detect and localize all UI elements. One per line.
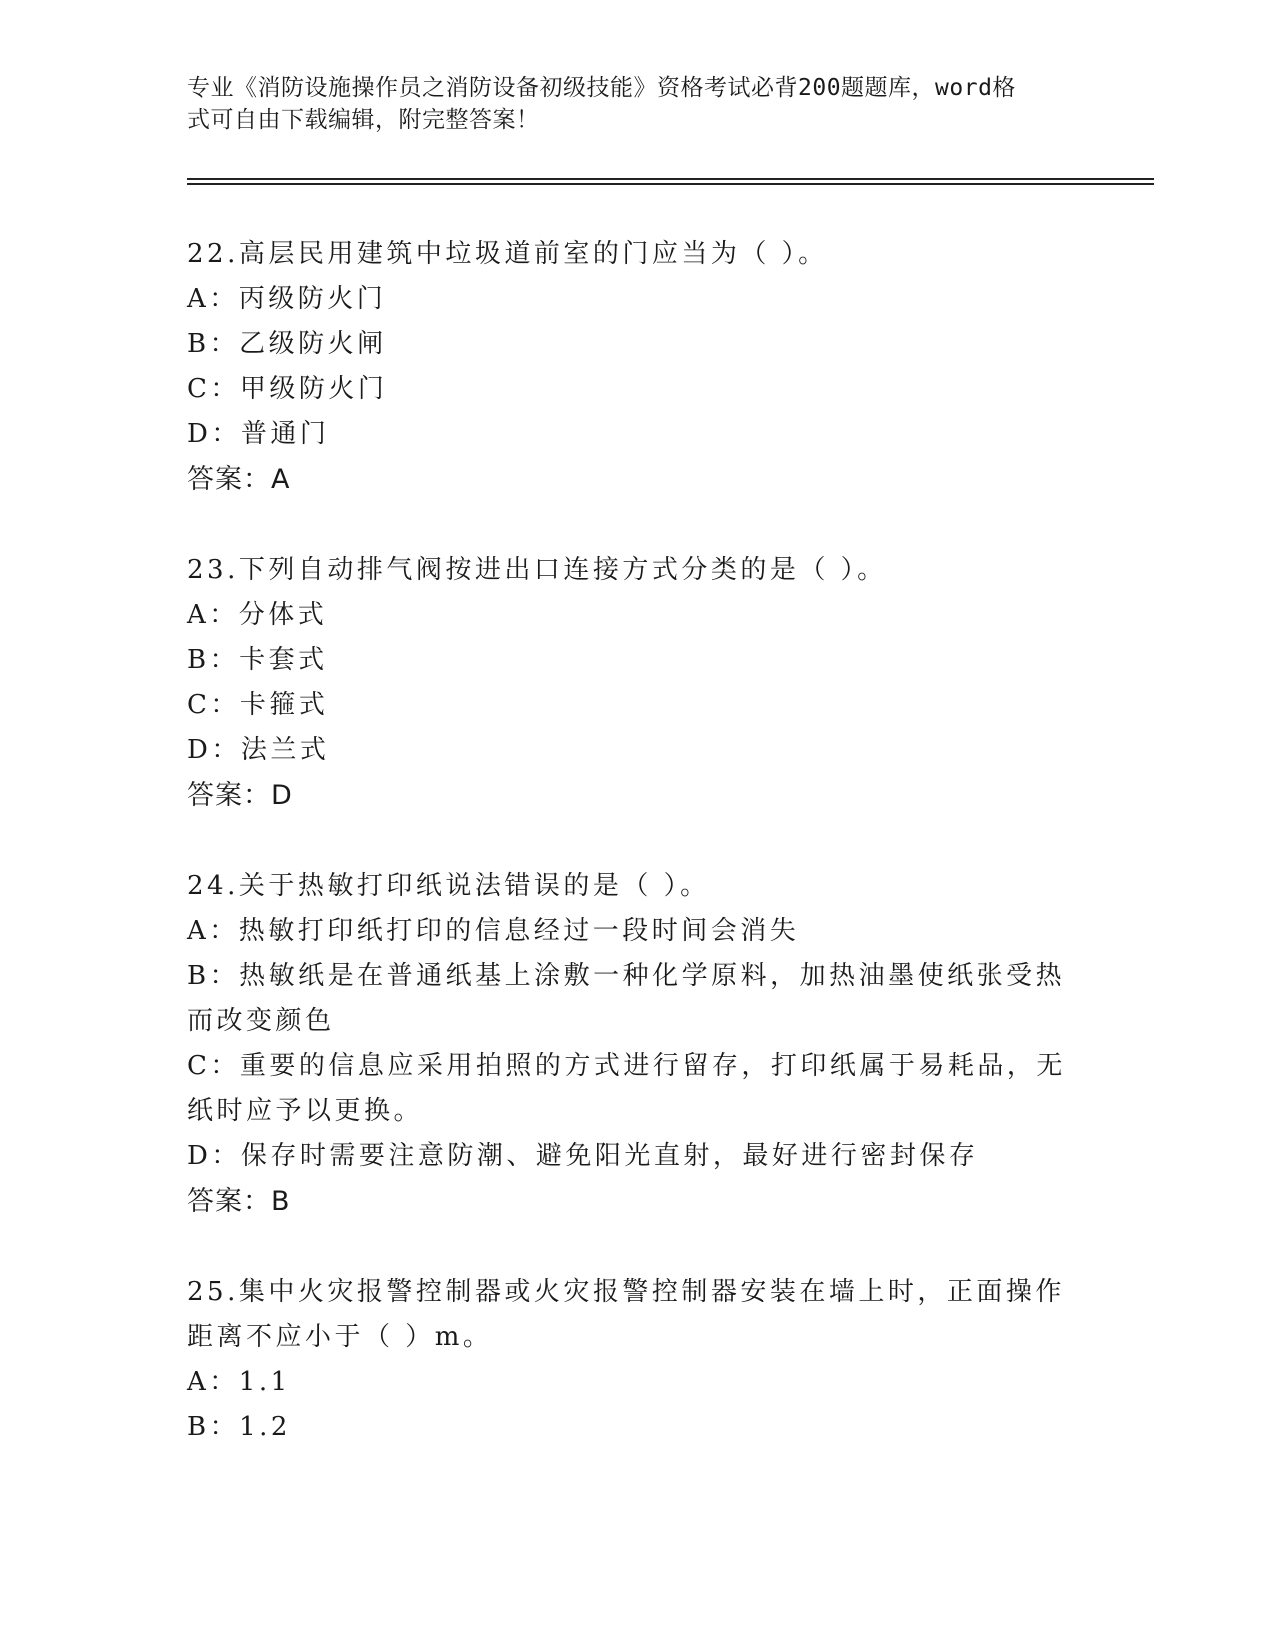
question-title: 22.高层民用建筑中垃圾道前室的门应当为（ ）。 <box>187 239 828 269</box>
question-22 <box>187 232 1087 502</box>
question-24 <box>187 864 1087 1224</box>
question-title: 25.集中火灾报警控制器或火灾报警控制器安装在墙上时，正面操作距离不应小于（ ）m。 <box>187 1277 1065 1352</box>
answer: 答案：D <box>187 780 293 811</box>
option-c: C：重要的信息应采用拍照的方式进行留存，打印纸属于易耗品，无纸时应予以更换。 <box>187 1051 1066 1126</box>
option-b: B：1.2 <box>187 1412 291 1442</box>
option-c: C：甲级防火门 <box>187 374 388 404</box>
option-b: B：卡套式 <box>187 645 328 675</box>
question-23 <box>187 548 1087 818</box>
question-list <box>187 232 1087 1496</box>
header-divider-top <box>187 178 1154 180</box>
option-d: D：普通门 <box>187 419 330 449</box>
option-a: A：1.1 <box>187 1367 291 1397</box>
answer: 答案：B <box>187 1186 291 1217</box>
option-d: D：法兰式 <box>187 735 330 765</box>
option-d: D：保存时需要注意防潮、避免阳光直射，最好进行密封保存 <box>187 1141 979 1171</box>
option-c: C：卡箍式 <box>187 690 329 720</box>
option-a: A：丙级防火门 <box>187 284 387 314</box>
question-25 <box>187 1270 1087 1450</box>
option-b: B：热敏纸是在普通纸基上涂敷一种化学原料，加热油墨使纸张受热而改变颜色 <box>187 961 1066 1036</box>
header-divider-bottom <box>187 183 1154 185</box>
option-a: A：分体式 <box>187 600 328 630</box>
answer: 答案：A <box>187 464 291 495</box>
option-b: B：乙级防火闸 <box>187 329 387 359</box>
question-title: 24.关于热敏打印纸说法错误的是（ ）。 <box>187 871 710 901</box>
question-title: 23.下列自动排气阀按进出口连接方式分类的是（ ）。 <box>187 555 887 585</box>
document-header <box>187 72 1067 136</box>
header-line-2: 式可自由下载编辑，附完整答案！ <box>187 107 540 133</box>
header-line-1: 专业《消防设施操作员之消防设备初级技能》资格考试必背200题题库，word格 <box>187 75 1016 101</box>
option-a: A：热敏打印纸打印的信息经过一段时间会消失 <box>187 916 800 946</box>
